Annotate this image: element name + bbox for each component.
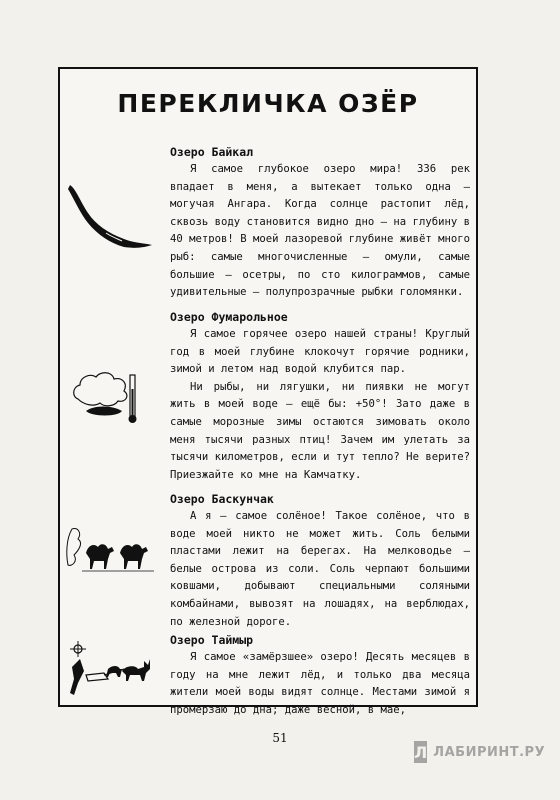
section-baskunchak xyxy=(170,491,470,631)
article-frame xyxy=(58,67,478,716)
watermark-logo xyxy=(414,738,546,766)
section-paragraph: А я — самое солёное! Такое солёное, что в воде моей никто не может жить. Соль белыми пластами лежит на берегах. На мелководье — белые острова из соли. Соль черпают большими ковшами, добывают специальными соляными комбайнами, вывозят на лошадях, на верблюдах, по железной дороге. xyxy=(170,510,470,628)
section-paragraph: Я самое глубокое озеро мира! 336 рек впадает в меня, а вытекает только одна — могучая Ангара. Когда солнце растопит лёд, сквозь воду становится видно дно — на глубину в 40 метров! В моей лазоревой глубине живёт много рыб: самые многочисленные — омули, самые большие — осетры, по сто килограммов, самые удивительные — полупрозрачные рыбки голомянки. xyxy=(170,163,470,299)
section-heading: Озеро Байкал xyxy=(170,145,254,159)
section-heading: Озеро Таймыр xyxy=(170,633,254,647)
section-paragraph: Я самое «замёрзшее» озеро! Десять месяцев в году на мне лежит лёд, и только два месяца жители моей воды видят солнце. Местами зимой я промерзаю до дна; даже весной, в мае, xyxy=(170,651,470,716)
camels-icon xyxy=(64,525,158,577)
page-number: 51 xyxy=(272,731,288,745)
baikal-lake-shape-icon xyxy=(66,181,156,251)
steam-thermometer-icon xyxy=(68,369,148,431)
section-paragraph: Я самое горячее озеро нашей страны! Круглый год в моей глубине клокочут горячие родники, зимой и летом над водой клубится пар. xyxy=(170,328,470,376)
section-fumarolnoe xyxy=(170,309,470,484)
reindeer-sled-icon xyxy=(64,639,160,703)
page-title: ПЕРЕКЛИЧКА ОЗЁР xyxy=(117,89,419,118)
labirint-logo-icon: Л xyxy=(414,742,428,762)
section-paragraph: Ни рыбы, ни лягушки, ни пиявки не могут жить в моей воде — ещё бы: +50°! Зато даже в самые морозные зимы остаются зимовать около меня тысячи разных птиц! Зачем им улетать за тысячи километров, если и тут тепло? Не верите? Приезжайте ко мне на Камчатку. xyxy=(170,380,470,481)
section-heading: Озеро Баскунчак xyxy=(170,492,274,506)
section-heading: Озеро Фумарольное xyxy=(170,310,288,324)
section-baikal xyxy=(170,144,470,302)
section-taimyr xyxy=(170,632,470,719)
watermark-text: ЛАБИРИНТ.РУ xyxy=(433,744,546,760)
